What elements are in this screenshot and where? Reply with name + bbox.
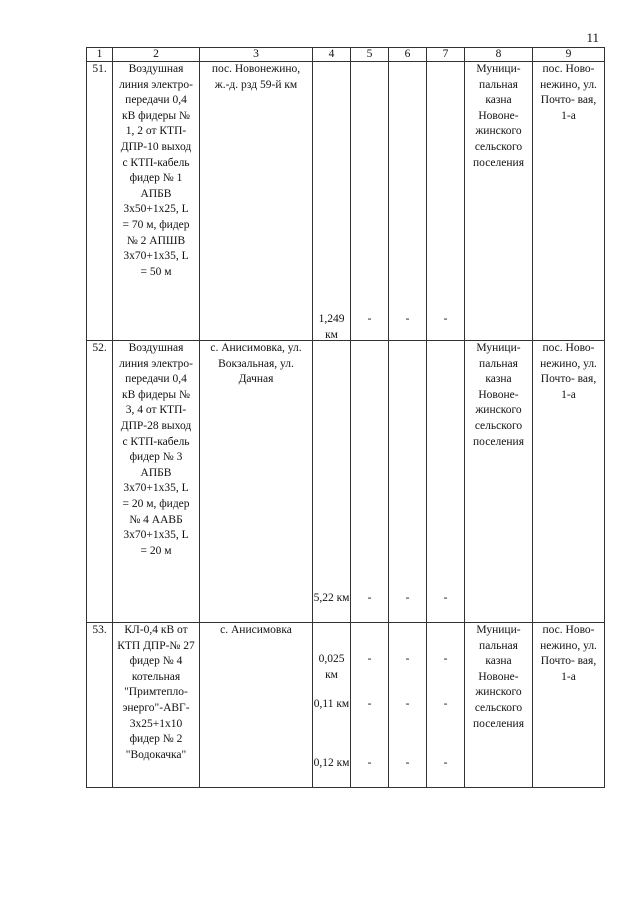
col6-value: - bbox=[405, 698, 410, 710]
length-cell bbox=[313, 341, 351, 623]
object-name bbox=[113, 62, 200, 341]
col7-value: - bbox=[443, 757, 448, 769]
header-cell-8: 8 bbox=[465, 48, 533, 62]
object-name bbox=[113, 341, 200, 623]
row-number: 53. bbox=[87, 623, 113, 788]
length-value: 5,22 км bbox=[313, 592, 350, 604]
col6-cell bbox=[389, 623, 427, 788]
length-cell bbox=[313, 62, 351, 341]
address-text: пос. Ново- нежино, ул. Почто- вая, 1-а bbox=[540, 63, 597, 122]
object-location-text: пос. Новонежино, ж.-д. рзд 59-й км bbox=[211, 63, 301, 91]
address-cell bbox=[533, 62, 605, 341]
col7-value: - bbox=[443, 653, 448, 665]
col6-cell bbox=[389, 341, 427, 623]
object-location bbox=[200, 623, 313, 788]
col6-value: - bbox=[405, 592, 410, 604]
col5-value: - bbox=[367, 592, 372, 604]
length-value: 0,12 км bbox=[313, 757, 350, 769]
owner-text: Муници- пальная казна Новоне- жинского сельского поселения bbox=[473, 624, 524, 730]
col7-value: - bbox=[443, 592, 448, 604]
col5-value: - bbox=[367, 653, 372, 665]
owner-text: Муници- пальная казна Новоне- жинского сельского поселения bbox=[473, 342, 524, 448]
length-value: 1,249 км bbox=[318, 313, 345, 341]
registry-table bbox=[86, 47, 605, 788]
row-number: 52. bbox=[87, 341, 113, 623]
col7-value: - bbox=[443, 698, 448, 710]
col7-cell bbox=[427, 623, 465, 788]
object-name-text: Воздушная линия электро- передачи 0,4 кВ фидеры № 3, 4 от КТП-ДПР-28 выход с КТП-кабель фидер № 3 АПБВ 3х70+1х35, L = 20 м, фидер № 4 ААВБ 3х70+1х35, L = 20 м bbox=[119, 342, 193, 557]
col7-cell bbox=[427, 62, 465, 341]
object-name-text: КЛ-0,4 кВ от КТП ДПР-№ 27 фидер № 4 котельная "Примтепло- энерго"-АВГ- 3х25+1х10 фидер № 2 "Водокачка" bbox=[117, 624, 195, 761]
col6-cell bbox=[389, 62, 427, 341]
row-number: 51. bbox=[87, 62, 113, 341]
owner-cell bbox=[465, 341, 533, 623]
owner-cell bbox=[465, 62, 533, 341]
header-cell-9: 9 bbox=[533, 48, 605, 62]
col5-value: - bbox=[367, 698, 372, 710]
header-cell-1: 1 bbox=[87, 48, 113, 62]
header-cell-4: 4 bbox=[313, 48, 351, 62]
col6-value: - bbox=[405, 757, 410, 769]
col5-cell bbox=[351, 62, 389, 341]
col5-value: - bbox=[367, 313, 372, 325]
table-row bbox=[87, 62, 605, 341]
object-location bbox=[200, 341, 313, 623]
address-text: пос. Ново- нежино, ул. Почто- вая, 1-а bbox=[540, 624, 597, 683]
col7-cell bbox=[427, 341, 465, 623]
col5-value: - bbox=[367, 757, 372, 769]
header-cell-2: 2 bbox=[113, 48, 200, 62]
length-cell bbox=[313, 623, 351, 788]
col6-value: - bbox=[405, 313, 410, 325]
header-cell-5: 5 bbox=[351, 48, 389, 62]
object-location-text: с. Анисимовка, ул. Вокзальная, ул. Дачная bbox=[210, 342, 302, 386]
header-row bbox=[87, 48, 605, 62]
address-text: пос. Ново- нежино, ул. Почто- вая, 1-а bbox=[540, 342, 597, 401]
header-cell-7: 7 bbox=[427, 48, 465, 62]
object-name-text: Воздушная линия электро- передачи 0,4 кВ фидеры № 1, 2 от КТП-ДПР-10 выход с КТП-кабель фидер № 1 АПБВ 3х50+1х25, L = 70 м, фидер № 2 АПШВ 3х70+1х35, L = 50 м bbox=[119, 63, 193, 278]
col7-value: - bbox=[443, 313, 448, 325]
header-cell-3: 3 bbox=[200, 48, 313, 62]
object-location bbox=[200, 62, 313, 341]
table-row bbox=[87, 623, 605, 788]
length-value: 0,025 км bbox=[318, 653, 345, 681]
address-cell bbox=[533, 341, 605, 623]
col5-cell bbox=[351, 623, 389, 788]
col6-value: - bbox=[405, 653, 410, 665]
col5-cell bbox=[351, 341, 389, 623]
header-cell-6: 6 bbox=[389, 48, 427, 62]
owner-text: Муници- пальная казна Новоне- жинского сельского поселения bbox=[473, 63, 524, 169]
page-number: 11 bbox=[586, 30, 599, 45]
object-name bbox=[113, 623, 200, 788]
object-location-text: с. Анисимовка bbox=[220, 624, 292, 636]
table-row bbox=[87, 341, 605, 623]
length-value: 0,11 км bbox=[313, 698, 350, 710]
owner-cell bbox=[465, 623, 533, 788]
address-cell bbox=[533, 623, 605, 788]
